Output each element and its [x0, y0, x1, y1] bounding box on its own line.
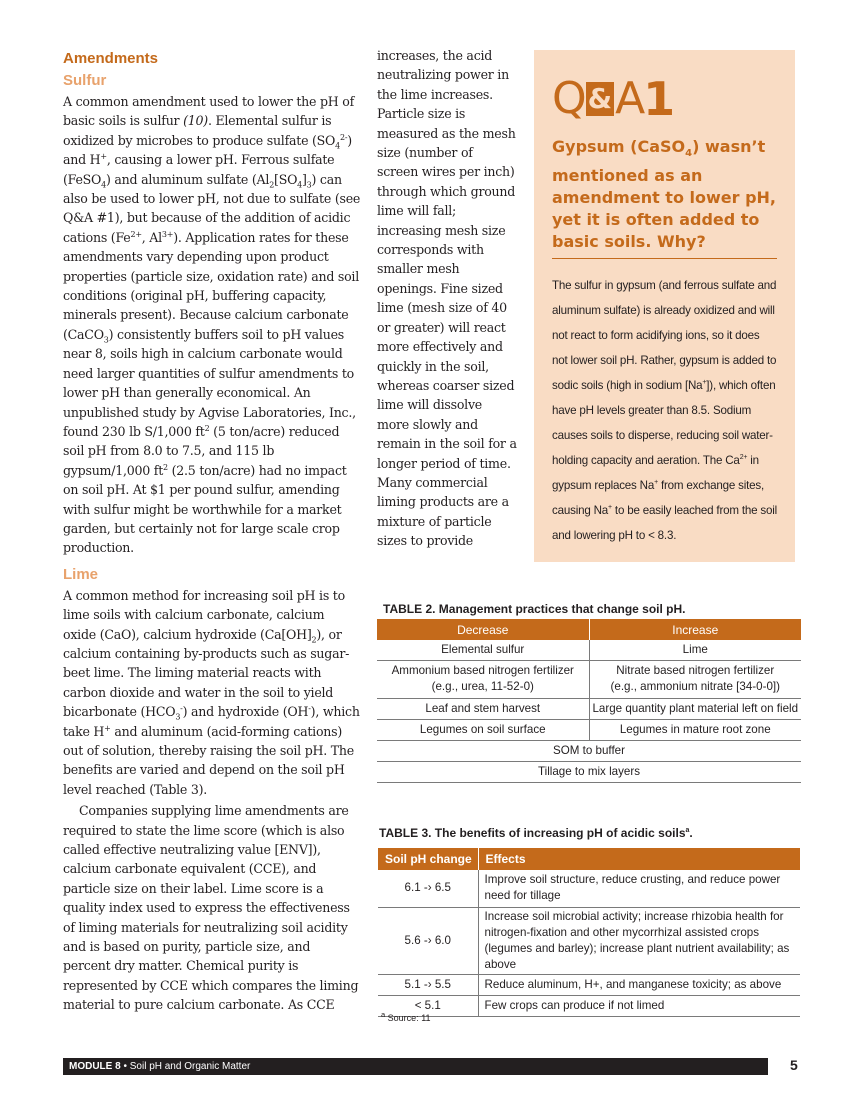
lime-paragraph-1: A common method for increasing soil pH is to lime soils with calcium carbonate, calcium oxide (CaO), calcium hydroxide $(Ca[OH]_2)$, or calcium containing by-products such as sugar-beet lime. The liming material reacts with carbon dioxide and water in the soil to yield bicarbonate $(HCO_3^-)$ and hydroxide (OH-), which take H+ and aluminum (acid-forming cations) out of solution, thereby raising the soil pH. The benefits are varied and depend on the soil pH level reached (Table 3). — [63, 587, 360, 797]
table3-header-effects: Effects — [478, 848, 800, 870]
table-row — [377, 640, 801, 660]
table-cell: Improve soil structure, reduce crusting, and reduce power need for tillage — [478, 870, 800, 907]
table-row — [377, 740, 801, 761]
table3-header-ph-change: Soil pH change — [378, 848, 478, 870]
section-heading-amendments: Amendments — [63, 50, 159, 67]
left-column — [63, 48, 361, 1015]
table2-header-decrease: Decrease — [377, 619, 589, 640]
table-cell: Lime — [589, 640, 801, 660]
table-cell: Ammonium based nitrogen fertilizer (e.g., urea, 11-52-0) — [377, 660, 589, 698]
table3 — [378, 848, 800, 1017]
table-cell: Few crops can produce if not limed — [478, 995, 800, 1016]
table-cell: Large quantity plant material left on field — [589, 698, 801, 719]
subheading-lime: Lime — [63, 565, 99, 583]
table-cell: Leaf and stem harvest — [377, 698, 589, 719]
table-cell: Elemental sulfur — [377, 640, 589, 660]
table-row — [377, 761, 801, 782]
table-row — [377, 660, 801, 698]
table-cell: Increase soil microbial activity; increase rhizobia health for nitrogen-fixation and other mycorrhizal assisted crops (legumes and barley); increase plant nutrient availability; as above — [478, 907, 800, 974]
table3-header-row — [378, 848, 800, 870]
table-cell: SOM to buffer — [377, 740, 801, 761]
table-cell: 6.1 -› 6.5 — [378, 870, 478, 907]
lime-paragraph-continued: increases, the acid neutralizing power in the lime increases. Particle size is measured as the mesh size (number of screen wires per inch) through which ground lime will fall; increasing mesh size corresponds with smaller mesh openings. Fine sized lime (mesh size of 40 or greater) will react more effectively and quickly in the soil, whereas coarser sized lime will dissolve more slowly and remain in the soil for a longer period of time. Many commercial liming products are a mixture of particle sizes to provide — [377, 48, 517, 549]
table2-title: TABLE 2. Management practices that change soil pH. — [383, 602, 686, 616]
qa-box — [534, 50, 795, 562]
table-cell: Legumes on soil surface — [377, 719, 589, 740]
lime-paragraph-2: Companies supplying lime amendments are required to state the lime score (which is also called effective neutralizing value [ENV]), calcium carbonate equivalent (CCE), and particle size on their label. Lime score is a quality index used to express the effectiveness of liming materials for neutralizing soil acidity and is based on purity, particle size, and percent dry matter. Chemical purity is represented by CCE which compares the liming material to pure calcium carbonate. As CCE — [63, 803, 359, 1013]
table3-title: TABLE 3. The benefits of increasing pH of acidic soils$^a$. — [379, 826, 693, 840]
footer-title: Soil pH and Organic Matter — [129, 1061, 251, 1072]
table-row — [378, 995, 800, 1016]
table-cell: Reduce aluminum, H+, and manganese toxicity; as above — [478, 974, 800, 995]
qa-answer: The sulfur in gypsum (and ferrous sulfate and aluminum sulfate) is already oxidized and will not react to form acidifying ions, so it does not lower soil pH. Rather, gypsum is added to sodic soils (high in sodium [Na+]), which often have pH levels greater than 8.5. Sodium causes soils to disperse, reducing soil water-holding capacity and aeration. The $Ca^{2+}$ in gypsum replaces Na+ from exchange sites, causing Na+ to be easily leached from the soil and lowering pH to < 8.3. — [552, 279, 777, 543]
table-cell: 5.6 -› 6.0 — [378, 907, 478, 974]
subheading-sulfur: Sulfur — [63, 72, 107, 89]
table-row — [378, 870, 800, 907]
table-cell: Nitrate based nitrogen fertilizer (e.g., ammonium nitrate [34-0-0]) — [589, 660, 801, 698]
table-row — [377, 719, 801, 740]
middle-column — [377, 46, 517, 551]
page-number: 5 — [790, 1057, 798, 1073]
footer-bullet: • — [120, 1061, 130, 1072]
table-cell: Tillage to mix layers — [377, 761, 801, 782]
table3-source-note: $^a$ Source: 11 — [381, 1010, 431, 1023]
qa-question: Gypsum (CaSO$_4$) wasn’t mentioned as an amendment to lower pH, yet it is often added to basic soils. Why? — [552, 136, 777, 259]
qa-logo: Q & A 1 — [552, 72, 674, 126]
footer-bar — [63, 1058, 768, 1075]
sulfur-paragraph: A common amendment used to lower the pH of basic soils is sulfur (10). Elemental sulfur is oxidized by microbes to produce sulfate $(SO_4^{2-})$ and H+, causing a lower pH. Ferrous sulfate (FeSO$_4$) and aluminum sulfate $(Al_2[SO_4]_3)$ can also be used to lower pH, not due to sulfate (see Q&A #1), but because of the addition of acidic cations ($Fe^{2+}$, $Al^{3+}$). Application rates for these amendments vary depending upon product properties (particle size, oxidation rate) and soil conditions (original pH, buffering capacity, minerals present). Because calcium carbonate (CaCO$_3$) consistently buffers soil to pH values near 8, soils high in calcium carbonate would need larger quantities of sulfur amendments to lower pH than generally economical. An unpublished study by Agvise Laboratories, Inc., found 230 lb S/1,000 $ft^2$ (5 ton/acre) reduced soil pH from 8.0 to 7.5, and 115 lb gypsum/1,000 $ft^2$ (2.5 ton/acre) had no impact on soil pH. At $1 per pound sulfur, amending with sulfur might be worthwhile for a market garden, but certainly not for large scale crop production. — [63, 94, 361, 556]
table-cell: < 5.1 — [378, 995, 478, 1016]
table-cell: 5.1 -› 5.5 — [378, 974, 478, 995]
table2-header-row — [377, 619, 801, 640]
table2-header-increase: Increase — [589, 619, 801, 640]
table-cell: Legumes in mature root zone — [589, 719, 801, 740]
table-row — [377, 698, 801, 719]
footer-module: MODULE 8 — [69, 1061, 121, 1072]
table2 — [377, 619, 801, 783]
table-row — [378, 907, 800, 974]
table-row — [378, 974, 800, 995]
